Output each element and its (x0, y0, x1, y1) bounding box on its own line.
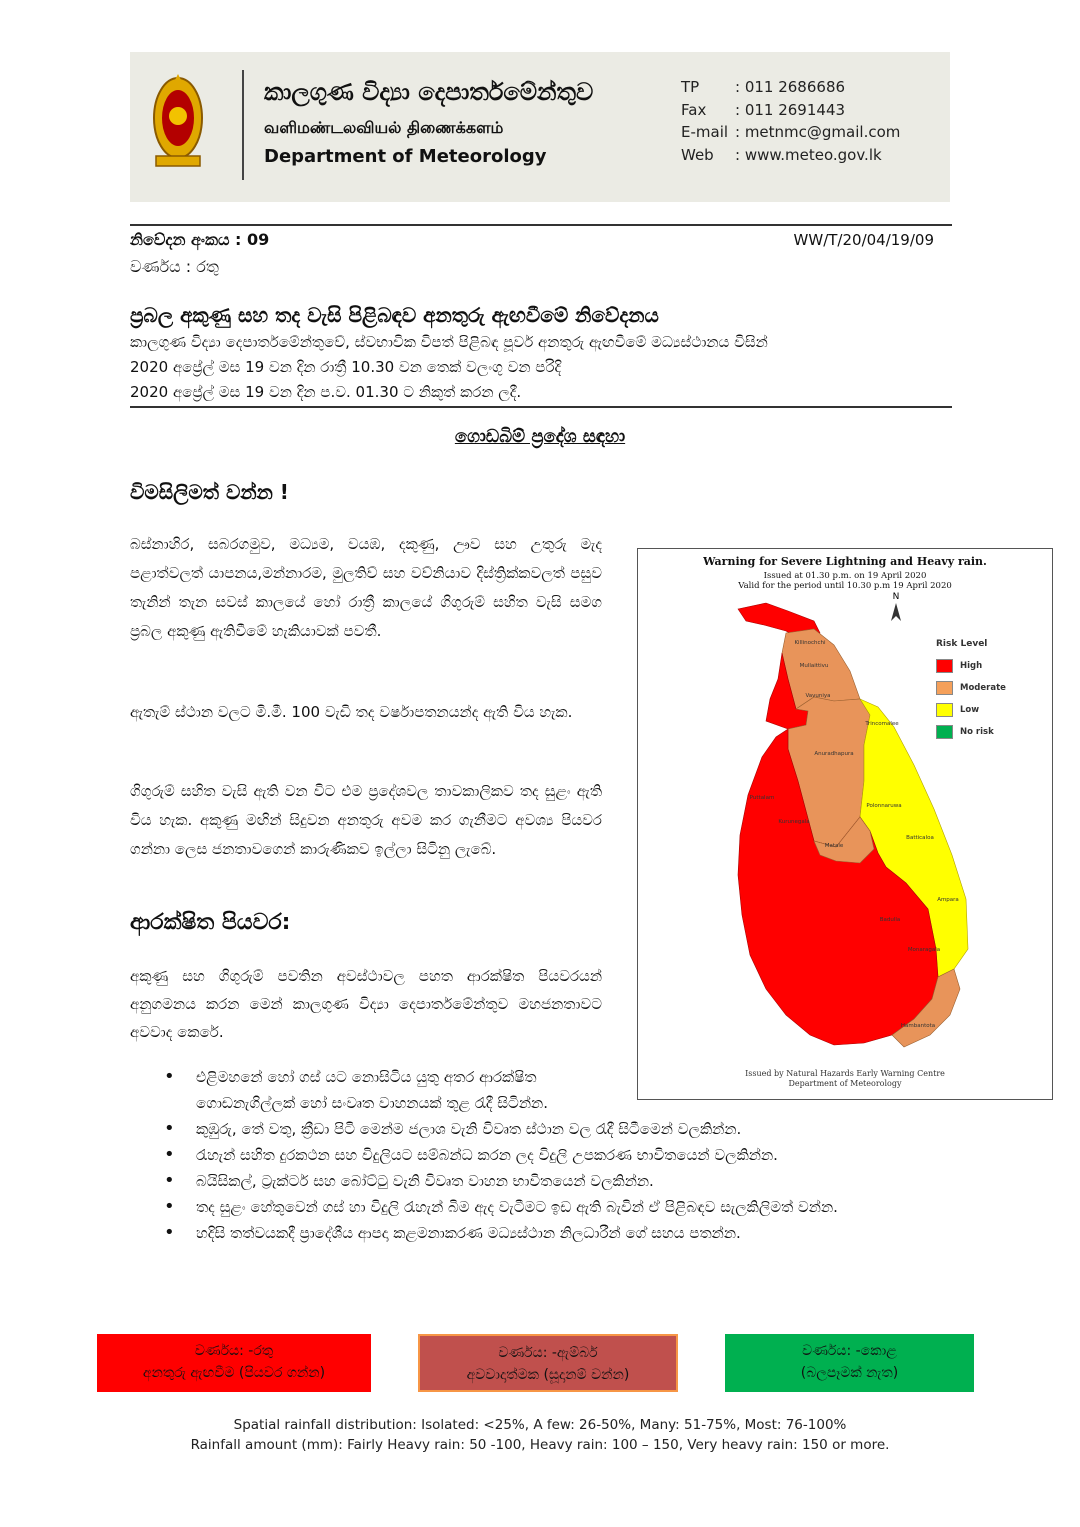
legend-label: Moderate (960, 683, 1006, 693)
district-label: Kurunegala (778, 819, 810, 825)
category-desc: අනතුරු ඇඟවීම (පියවර ගන්න) (142, 1365, 326, 1381)
district-label: Matale (824, 843, 844, 849)
contact-row-phone (681, 78, 900, 101)
notice-reference: WW/T/20/04/19/09 (793, 231, 934, 249)
legend-item (936, 677, 1006, 699)
legend-label: Low (960, 705, 980, 715)
contact-key: Web (681, 145, 714, 164)
divider-rule (130, 224, 952, 226)
issued-line: 2020 අප්‍රේල් මස 19 වන දින ප.ව. 01.30 ට නිකුත් කරන ලදී. (130, 383, 522, 401)
notice-title: ප්‍රබල අකුණු සහ තද වැසි පිළිබඳව අනතුරු ඇඟවීමේ නිවේදනය (130, 303, 659, 327)
contact-block (681, 78, 900, 168)
category-desc: (බලපෑමක් නැත) (800, 1365, 899, 1381)
forecast-paragraph: බස්නාහිර, සබරගමුව, මධ්‍යම, වයඹ, දකුණු, ඌව සහ උතුරු මැද පළාත්වලත් යාපනය,මන්නාරම, මුලතිව් සහ වව්නියාව දිස්ත්‍රික්කවලත් පසුව තැනින් තැන සවස් කාලයේ හෝ රාත්‍රී කාලයේ ගිගුරුම් සහිත වැසි සමග ප්‍රබල අකුණු ඇතිවීමේ හැකියාවක් පවතී. (130, 535, 602, 640)
district-label: Mullaittivu (799, 663, 829, 669)
legend-label: No risk (960, 727, 994, 737)
legend-swatch-moderate (936, 681, 953, 695)
north-arrow-icon (891, 603, 901, 621)
legend-swatch-no-risk (936, 725, 953, 739)
list-item: • තද සුළං හේතුවෙන් ගස් හා විදුලි රැහැන් බිම ඇද වැටීමට ඉඩ ඇති බැවින් ඒ පිළිබඳව සැලකිලිමත් වන්න. (160, 1194, 950, 1220)
divider-rule (130, 406, 952, 408)
map-title: Warning for Severe Lightning and Heavy rain. (703, 555, 987, 568)
department-name-sinhala: කාලගුණ විද්‍යා දෙපාර්තමේන්තුව (264, 78, 594, 106)
header-divider (242, 70, 244, 180)
category-title: වර්ණය: -ඇම්බර් (498, 1345, 598, 1361)
rainfall-distribution-note: Spatial rainfall distribution: Isolated: <25%, A few: 26-50%, Many: 51-75%, Most: 76-100% (233, 1417, 847, 1433)
sri-lanka-map (638, 549, 1054, 1101)
map-footer-line: Issued by Natural Hazards Early Warning Centre (745, 1069, 945, 1078)
contact-row-email (681, 123, 900, 146)
district-label: Puttalam (749, 795, 775, 801)
validity-line: 2020 අප්‍රේල් මස 19 වන දින රාත්‍රී 10.30 වන තෙක් වලංගු වන පරිදි (130, 358, 562, 376)
contact-value[interactable]: : www.meteo.gov.lk (735, 145, 882, 164)
category-green (725, 1334, 974, 1392)
rainfall-paragraph: ඇතැම් ස්ථාන වලට මි.මී. 100 වැඩි තද වර්ෂාපතනයන්ද ඇති විය හැක. (130, 703, 573, 721)
category-title: වර්ණය: -කොළ (802, 1343, 897, 1359)
category-desc: අවවාදාත්මක (සූදානම් වන්න) (466, 1367, 630, 1383)
section-title (0, 426, 1080, 447)
contact-value[interactable]: : metnmc@gmail.com (735, 123, 901, 142)
warning-colour: වර්ණය : රතු (130, 257, 219, 276)
department-name-tamil: வளிமண்டலவியல் திணைக்களம் (264, 118, 504, 137)
contact-row-web (681, 146, 900, 169)
district-label: Killinochchi (794, 640, 826, 646)
district-label: Vavuniya (805, 693, 831, 699)
section-title-text: ගොඩබිම් ප්‍රදේශ සඳහා (454, 426, 626, 447)
rainfall-amount-note: Rainfall amount (mm): Fairly Heavy rain: 50 -100, Heavy rain: 100 – 150, Very heavy rain: 150 or more. (190, 1437, 890, 1453)
category-amber (418, 1334, 678, 1392)
legend-item (936, 721, 1006, 743)
district-label: Ampara (937, 897, 959, 903)
list-item: • රැහැන් සහිත දුරකථන සහ විදුලියට සම්බන්ධ කරන ලද විදුලි උපකරණ භාවිතයෙන් වලකින්න. (160, 1142, 960, 1168)
advisory-paragraph: ගිගුරුම් සහිත වැසි ඇති වන විට එම ප්‍රදේශවල තාවකාලිකව තද සුළං ඇති විය හැක. අකුණු මඟින් සිදුවන අනතුරු අවම කර ගැනීමට අවශ්‍ය පියවර ගන්නා ලෙස ජනතාවගෙන් කාරුණිකව ඉල්ලා සිටිනු ලැබේ. (130, 782, 602, 858)
map-footer (638, 1069, 1052, 1089)
contact-value: : 011 2691443 (735, 100, 846, 119)
contact-value: : 011 2686686 (735, 78, 846, 96)
district-label: Monaragala (907, 947, 941, 953)
district-label: Anuradhapura (814, 751, 854, 757)
contact-key: Fax (681, 100, 707, 119)
letterhead (130, 52, 950, 202)
district-label: Trincomalee (865, 721, 899, 727)
legend-title: Risk Level (936, 639, 988, 649)
issuer-line: කාලගුණ විද්‍යා දෙපාර්තමේන්තුවේ, ස්වභාවික විපත් පිළිබඳ පූර්ව අනතුරු ඇඟවීමේ මධ්‍යස්ථානය විසින් (130, 333, 768, 351)
legend-label: High (960, 661, 983, 671)
north-label: N (892, 592, 900, 602)
precautions-intro: අකුණු සහ ගිගුරුම් පවතින අවස්ථාවල පහත ආරක්ෂිත පියවරයන් අනුගමනය කරන මෙන් කාලගුණ විද්‍යා දෙපාර්තමේන්තුව මහජනතාවට අවවාද කෙරේ. (130, 967, 602, 1041)
category-red (97, 1334, 371, 1392)
precautions-heading: ආරක්ෂිත පියවර: (130, 910, 291, 935)
district-label: Batticaloa (906, 835, 934, 841)
district-label: Polonnaruwa (866, 803, 902, 809)
district-label: Hambantota (900, 1023, 936, 1029)
list-item: • හදිසි තත්වයකදී ප්‍රාදේශීය ආපදා කළමනාකරණ මධ්‍යස්ථාන නිලධාරීන් ගේ සහය පතන්න. (160, 1220, 960, 1246)
legend-item (936, 655, 1006, 677)
list-item: • කුඹුරු, තේ වතු, ක්‍රීඩා පිටි මෙන්ම ජලාශ වැනි විවෘත ස්ථාන වල රැදී සිටීමෙන් වලකින්න. (160, 1116, 960, 1142)
map-issued: Issued at 01.30 p.m. on 19 April 2020 (763, 571, 927, 581)
contact-key: TP (681, 78, 700, 96)
district-label: Badulla (879, 917, 901, 923)
attention-heading: විමසිලිමත් වන්න ! (130, 480, 289, 504)
legend-item (936, 699, 1006, 721)
map-footer-line: Department of Meteorology (788, 1079, 902, 1088)
legend-swatch-high (936, 659, 953, 673)
legend-swatch-low (936, 703, 953, 717)
list-item: • බයිසිකල්, ට්‍රැක්ටර් සහ බෝට්ටු වැනි විවෘත වාහන භාවිතයෙන් වලකින්න. (160, 1168, 960, 1194)
sri-lanka-emblem-icon (152, 72, 204, 172)
department-name-english: Department of Meteorology (264, 146, 547, 167)
risk-map (637, 548, 1053, 1100)
category-title: වර්ණය: -රතු (194, 1343, 274, 1359)
notice-number: නිවේදන අංකය : 09 (130, 230, 270, 249)
map-legend (936, 639, 1006, 743)
list-item: • එළිමහනේ හෝ ගස් යට නොසිටිය යුතු අතර ආරක්ෂිත ගොඩනැගිල්ලක් හෝ සංවෘත වාහනයක් තුළ රැදී සිටින්න. (160, 1064, 606, 1116)
contact-row-fax (681, 101, 900, 124)
map-valid: Valid for the period until 10.30 p.m 19 April 2020 (738, 581, 952, 591)
contact-key: E-mail (681, 123, 729, 142)
